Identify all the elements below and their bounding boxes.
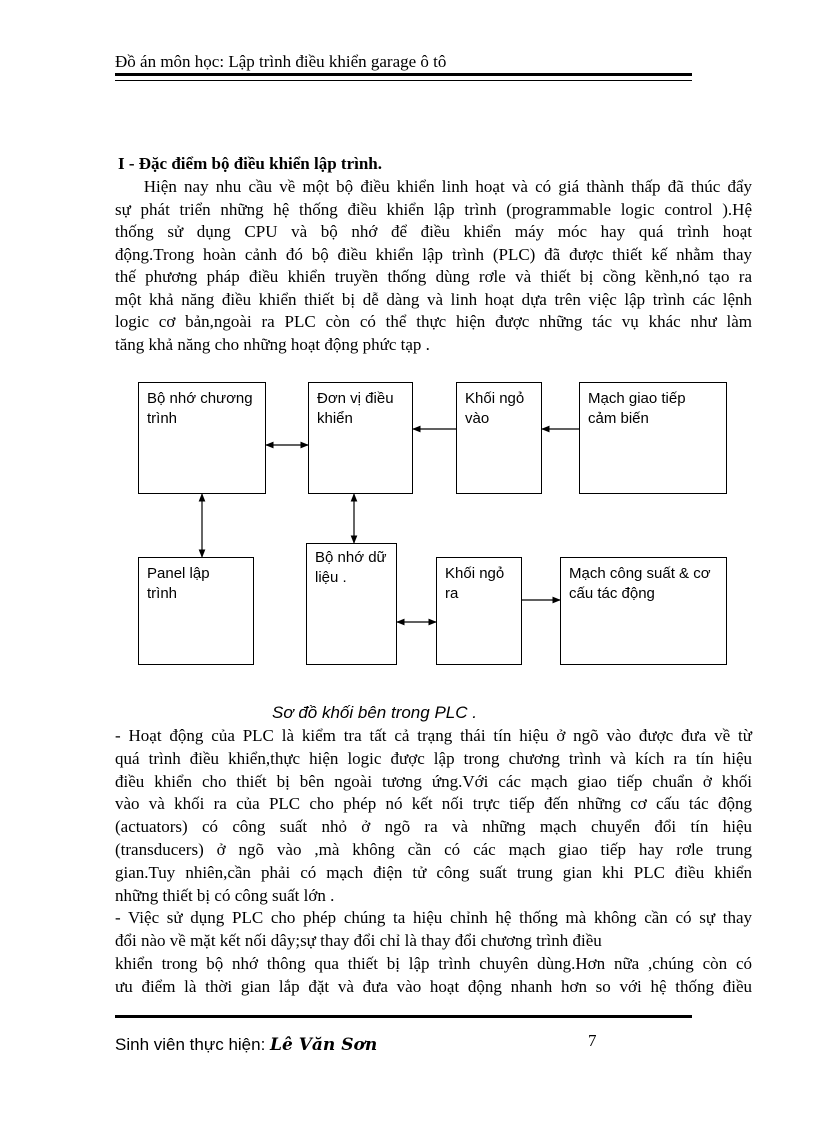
box-label: Khối ngỏ — [465, 390, 525, 407]
body-line: (actuators) có công suất nhỏ ở ngõ ra và những mạch chuyển đổi tín hiệu — [115, 817, 752, 837]
footer-label: Sinh viên thực hiện: — [115, 1035, 271, 1054]
author-name: Lê Văn Sơn — [270, 1035, 378, 1055]
box-label: trình — [147, 410, 178, 427]
box-label: liệu . — [315, 569, 347, 586]
body-line: - Hoạt động của PLC là kiểm tra tất cả trạng thái tín hiệu ở ngõ vào được đưa về từ — [115, 726, 752, 745]
footer-author — [115, 1035, 377, 1055]
intro-line: một khả năng điều khiển thiết bị dễ dàng và linh hoạt dựa trên việc lập trình các lệnh — [115, 289, 752, 309]
body-line: vào và khối ra của PLC cho phép nó kết nối trực tiếp đến những cơ cấu tác động — [115, 794, 752, 814]
body-line: - Việc sử dụng PLC cho phép chúng ta hiệu chỉnh hệ thống mà không cần có sự thay — [115, 908, 752, 928]
intro-line: thế phương pháp điều khiển truyền thống dùng rơle và thiết bị cồng kềnh,nó tạo ra — [115, 267, 752, 286]
box-label: Bộ nhớ dữ — [315, 549, 387, 566]
body-line: (transducers) ở ngõ vào ,mà không cần có các mạch giao tiếp hay rơle trung — [115, 839, 752, 859]
body-line: quá trình điều khiển,thực hiện logic được lập trong chương trình và kích ra tín hiệu — [115, 748, 752, 768]
intro-line: động.Trong hoàn cảnh đó bộ điều khiển lập trình (PLC) đã được thiết kế nhằm thay — [115, 244, 752, 264]
intro-line: Hiện nay nhu cầu về một bộ điều khiển linh hoạt và có giá thành thấp đã thúc đẩy — [115, 177, 752, 196]
footer-rule — [115, 1015, 692, 1018]
body-line: điều khiển cho thiết bị bên ngoài tương ứng.Với các mạch giao tiếp chuẩn ở khối — [115, 771, 752, 791]
box-label: trình — [147, 585, 178, 602]
body-line: đổi nào về mặt kết nối dây;sự thay đổi chỉ là thay đổi chương trình điều — [115, 931, 602, 951]
box-label: vào — [465, 410, 490, 427]
box-label: cấu tác động — [569, 585, 655, 602]
body-line: ưu điểm là thời gian lắp đặt và đưa vào hoạt động nhanh hơn so với hệ thống điều — [115, 976, 752, 996]
body-line: những thiết bị có công suất lớn . — [115, 885, 335, 905]
box-label: Mạch giao tiếp — [588, 390, 686, 407]
intro-line: logic cơ bản,ngoài ra PLC còn có thể thực hiện được những tác vụ khác như làm — [115, 312, 752, 331]
box-label: Bộ nhớ chương — [147, 390, 253, 407]
body-paragraph — [115, 725, 752, 999]
box-label: Panel lập — [147, 565, 210, 582]
intro-line: sự phát triển những hệ thống điều khiển lập trình (programmable logic control ).Hệ — [115, 199, 752, 219]
section-heading: I - Đặc điểm bộ điều khiển lập trình. — [118, 154, 383, 173]
box-label: Mạch công suất & cơ — [569, 565, 711, 582]
box-label: cảm biến — [588, 410, 649, 427]
intro-line: tăng khả năng cho những hoạt động phức tạp . — [115, 334, 430, 354]
body-line: khiển trong bộ nhớ thông qua thiết bị lập trình chuyên dùng.Hơn nữa ,chúng còn có — [115, 953, 752, 973]
diagram-caption: Sơ đồ khối bên trong PLC . — [272, 703, 477, 722]
box-label: Đơn vị điều — [317, 390, 394, 407]
body-line: gian.Tuy nhiên,cần phải có mạch điện tử công suất trung gian khi PLC điều khiển — [115, 862, 752, 882]
box-label: khiển — [317, 410, 353, 427]
box-label: Khối ngỏ — [445, 565, 505, 582]
box-label: ra — [445, 585, 459, 602]
header-title: Đồ án môn học: Lập trình điều khiển garage ô tô — [115, 52, 447, 71]
page-number: 7 — [588, 1031, 597, 1050]
intro-line: thống sử dụng CPU và bộ nhớ để điều khiển máy móc hay quá trình hoạt — [115, 222, 752, 241]
